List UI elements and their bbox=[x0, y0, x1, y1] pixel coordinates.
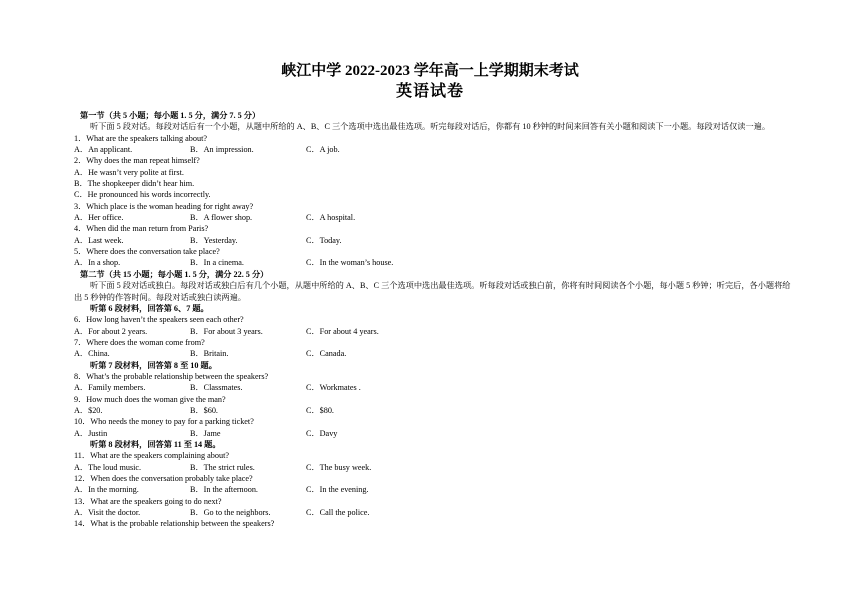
question-stem: 3．Which place is the woman heading for right away? bbox=[74, 201, 254, 211]
section-instruction: 听下面 5 段对话或独白。每段对话或独白后有几个小题，从题中所给的 A、B、C 三个选项中选出最佳选项。听每段对话或独白前，你将有时间阅读各个小题，每小题 5 秒钟；听完后，各小题将给出 5 秒钟的作答时间。每段对话或独白读两遍。 bbox=[74, 281, 791, 302]
question-stem: 4．When did the man return from Paris? bbox=[74, 224, 209, 234]
option-b: B．The strict rules. bbox=[190, 462, 255, 472]
question-stem: 10．Who needs the money to pay for a parking ticket? bbox=[74, 417, 254, 427]
option-c: C．In the woman’s house. bbox=[306, 258, 394, 268]
option-a: A．For about 2 years. bbox=[74, 326, 148, 336]
question-stem: 5．Where does the conversation take place? bbox=[74, 247, 220, 257]
option-b: B．A flower shop. bbox=[190, 213, 253, 223]
material-hint: 听第 7 段材料，回答第 8 至 10 题。 bbox=[90, 360, 217, 370]
option-row bbox=[74, 484, 794, 495]
option-row bbox=[74, 235, 794, 246]
question-stem: 11．What are the speakers complaining about? bbox=[74, 451, 229, 461]
material-hint: 听第 6 段材料，回答第 6、7 题。 bbox=[90, 303, 209, 313]
option-b: B．In a cinema. bbox=[190, 258, 244, 268]
option-b: B．Go to the neighbors. bbox=[190, 508, 271, 518]
option-a: A．Her office. bbox=[74, 213, 124, 223]
section-instruction: 听下面 5 段对话。每段对话后有一个小题，从题中所给的 A、B、C 三个选项中选出最佳选项。听完每段对话后，你都有 10 秒钟的时间来回答有关小题和阅读下一小题。每段对话仅读一遍。 bbox=[90, 122, 771, 132]
question-stem: 8．What’s the probable relationship between the speakers? bbox=[74, 371, 269, 381]
option-row bbox=[74, 405, 794, 416]
question-stem: 12．When does the conversation probably take place? bbox=[74, 474, 253, 483]
material-hint: 听第 8 段材料，回答第 11 至 14 题。 bbox=[90, 439, 221, 449]
question-stem: 9．How much does the woman give the man? bbox=[74, 394, 226, 404]
option-c: C．Canada. bbox=[306, 349, 347, 359]
option-row bbox=[74, 462, 794, 473]
option-a: A．Family members. bbox=[74, 383, 146, 393]
option-a: A．Justin bbox=[74, 428, 108, 438]
exam-content bbox=[74, 110, 794, 530]
question-stem: 2．Why does the man repeat himself? bbox=[74, 156, 200, 166]
option-c: C．For about 4 years. bbox=[306, 326, 379, 336]
option-row bbox=[74, 326, 794, 337]
question-stem: 13．What are the speakers going to do next? bbox=[74, 496, 222, 506]
section-heading: 第一节（共 5 小题；每小题 1. 5 分，满分 7. 5 分） bbox=[80, 111, 261, 120]
option-c: C．A job. bbox=[306, 145, 340, 155]
option-a: A．In a shop. bbox=[74, 258, 121, 268]
option-c: C．Workmates . bbox=[306, 383, 361, 393]
option-row bbox=[74, 257, 794, 268]
option-b: B．An impression. bbox=[190, 145, 254, 155]
option-a: A．China. bbox=[74, 349, 110, 359]
option-row bbox=[74, 144, 794, 155]
option-b: B．Jame bbox=[190, 428, 221, 438]
option-c: C．Davy bbox=[306, 428, 338, 438]
option-row bbox=[74, 212, 794, 223]
option-c: C．Today. bbox=[306, 235, 342, 245]
question-stem: 1．What are the speakers talking about? bbox=[74, 133, 207, 143]
option-row bbox=[74, 507, 794, 518]
option-b: B．Britain. bbox=[190, 349, 229, 359]
exam-subtitle: 英语试卷 bbox=[395, 83, 464, 100]
option-a: A．An applicant. bbox=[74, 145, 133, 155]
option-c: C．$80. bbox=[306, 405, 334, 415]
option-row bbox=[74, 348, 794, 359]
option-a: A．The loud music. bbox=[74, 462, 142, 472]
answer-choice: C．He pronounced his words incorrectly. bbox=[74, 190, 211, 200]
option-row bbox=[74, 428, 794, 439]
question-stem: 14．What is the probable relationship between the speakers? bbox=[74, 519, 275, 529]
option-a: A．Visit the doctor. bbox=[74, 508, 141, 518]
question-stem: 6．How long haven’t the speakers seen each other? bbox=[74, 315, 244, 325]
option-c: C．Call the police. bbox=[306, 508, 370, 518]
answer-choice: A．He wasn’t very polite at first. bbox=[74, 167, 184, 177]
option-b: B．For about 3 years. bbox=[190, 326, 263, 336]
section-heading: 第二节（共 15 小题；每小题 1. 5 分，满分 22. 5 分） bbox=[80, 269, 269, 279]
option-a: A．Last week. bbox=[74, 235, 124, 245]
option-b: B．Classmates. bbox=[190, 383, 243, 393]
option-row bbox=[74, 382, 794, 393]
answer-choice: B．The shopkeeper didn’t hear him. bbox=[74, 179, 195, 189]
option-b: B．$60. bbox=[190, 405, 218, 415]
option-b: B．In the afternoon. bbox=[190, 485, 258, 495]
option-a: A．In the morning. bbox=[74, 485, 139, 495]
option-c: C．The busy week. bbox=[306, 462, 372, 472]
option-a: A．$20. bbox=[74, 405, 103, 415]
option-c: C．In the evening. bbox=[306, 485, 369, 495]
question-stem: 7．Where does the woman come from? bbox=[74, 337, 205, 347]
exam-title: 峡江中学 2022-2023 学年高一上学期期末考试 bbox=[281, 63, 579, 79]
option-b: B．Yesterday. bbox=[190, 235, 238, 245]
option-c: C．A hospital. bbox=[306, 213, 356, 223]
